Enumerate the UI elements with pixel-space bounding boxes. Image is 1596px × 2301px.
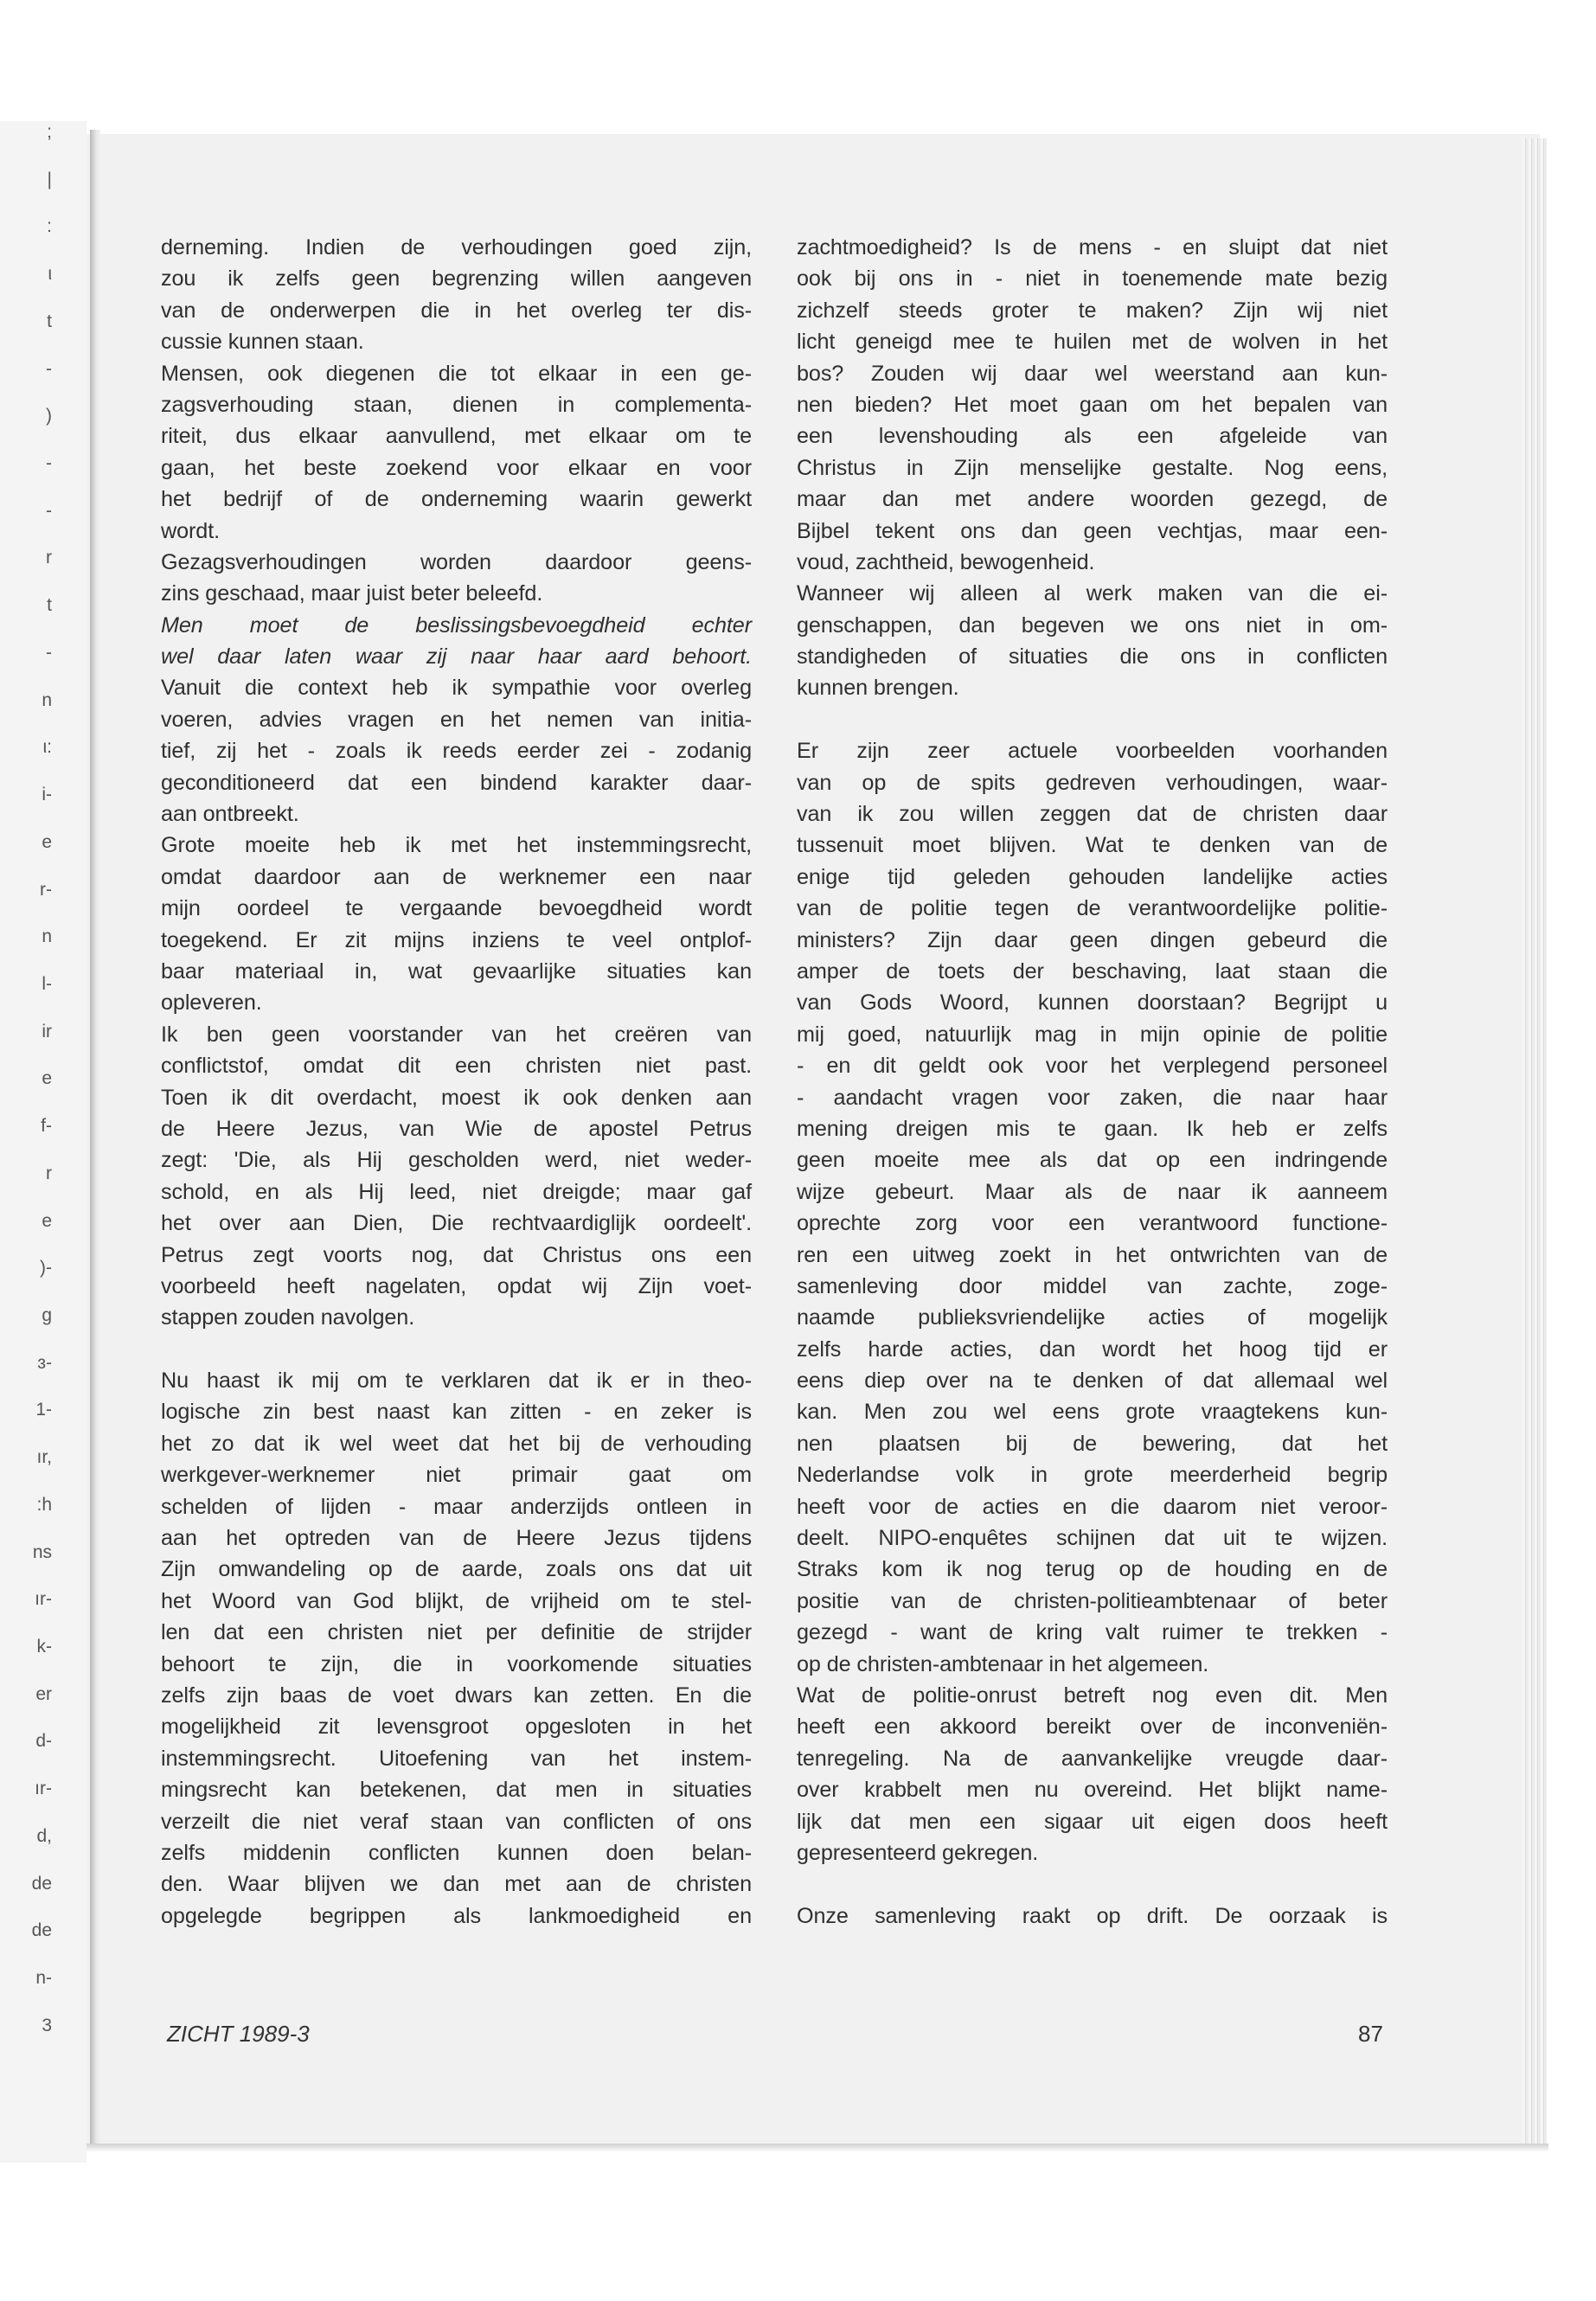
text-line: Petrus zegt voorts nog, dat Christus ons een <box>161 1242 752 1267</box>
text-line: Gezagsverhoudingen worden daardoor geens- <box>161 549 752 574</box>
text-line: deelt. NIPO-enquêtes schijnen dat uit te wijzen. <box>797 1526 1388 1551</box>
text-line: riteit, dus elkaar aanvullend, met elkaar om te <box>161 424 752 449</box>
page-bottom-shadow <box>87 2144 1548 2152</box>
text-line: tief, zij het - zoals ik reeds eerder zei - zodanig <box>161 739 752 764</box>
text-line: gepresenteerd gekregen. <box>797 1840 1039 1865</box>
text-line: Mensen, ook diegenen die tot elkaar in een ge- <box>161 361 752 386</box>
text-line: licht geneigd mee te huilen met de wolven in het <box>797 330 1388 355</box>
text-line: logische zin best naast kan zitten - en zeker is <box>161 1400 752 1425</box>
text-line: positie van de christen-politieambtenaar of beter <box>797 1588 1388 1613</box>
margin-fragment: ɜ- <box>37 1352 52 1373</box>
text-line: een levenshouding als een afgeleide van <box>797 424 1388 449</box>
text-line: mingsrecht kan betekenen, dat men in situaties <box>161 1778 752 1803</box>
text-line: Wat de politie-onrust betreft nog even dit. Men <box>797 1682 1388 1708</box>
margin-fragment: ns <box>32 1541 52 1562</box>
text-line: Onze samenleving raakt op drift. De oorzaak is <box>797 1903 1388 1928</box>
text-line: zichzelf steeds groter te maken? Zijn wij niet <box>797 298 1388 323</box>
text-line: over krabbelt men nu overeind. Het blijkt name- <box>797 1778 1388 1803</box>
text-line: enige tijd geleden gehouden landelijke acties <box>797 864 1388 889</box>
text-line: stappen zouden navolgen. <box>161 1305 415 1330</box>
text-line: zins geschaad, maar juist beter beleefd. <box>161 581 543 606</box>
text-line: Wanneer wij alleen al werk maken van die ei- <box>797 581 1388 606</box>
text-line: nen bieden? Het moet gaan om het bepalen van <box>797 392 1388 417</box>
text-line: Vanuit die context heb ik sympathie voor overleg <box>161 676 752 701</box>
text-line: nen plaatsen bij de bewering, dat het <box>797 1431 1388 1456</box>
paragraph-gap <box>797 704 1388 735</box>
margin-fragment: f- <box>41 1116 52 1137</box>
margin-fragment: ır- <box>35 1779 52 1799</box>
text-line: Straks kom ik nog terug op de houding en de <box>797 1557 1388 1582</box>
text-line: Toen ik dit overdacht, moest ik ook denken aan <box>161 1085 752 1110</box>
margin-fragment: n <box>42 689 52 710</box>
text-line: kunnen brengen. <box>797 676 959 701</box>
text-line: wijze gebeurt. Maar als de naar ik aanneem <box>797 1179 1388 1204</box>
margin-fragment: ι <box>48 264 52 285</box>
page-edge-stack <box>1522 138 1547 2145</box>
margin-fragment: r- <box>40 879 52 900</box>
margin-fragment: | <box>47 169 52 189</box>
margin-fragment: - <box>46 358 52 379</box>
text-line: voeren, advies vragen en het nemen van initia- <box>161 707 752 732</box>
margin-fragment: ) <box>46 406 52 426</box>
journal-footer: ZICHT 1989-3 <box>167 2021 310 2047</box>
text-line: omdat daardoor aan de werknemer een naar <box>161 864 752 889</box>
text-line: len dat een christen niet per definitie de strijder <box>161 1620 752 1645</box>
margin-fragment: i- <box>42 785 52 805</box>
text-line: heeft een akkoord bereikt over de inconveniën- <box>797 1715 1388 1740</box>
text-line: zelfs zijn baas de voet dwars kan zetten. En die <box>161 1682 752 1708</box>
text-line: wordt. <box>161 518 220 543</box>
margin-fragment: g <box>42 1304 52 1325</box>
text-line: Grote moeite heb ik met het instemmingsrecht, <box>161 833 752 858</box>
margin-fragment: 3 <box>42 2015 52 2035</box>
margin-fragment: ; <box>47 122 52 142</box>
text-line: voorbeeld heeft nagelaten, opdat wij Zijn voet- <box>161 1273 752 1298</box>
margin-fragment: t <box>47 595 52 616</box>
text-line: ook bij ons in - niet in toenemende mate bezig <box>797 266 1388 292</box>
text-line: Men moet de beslissingsbevoegdheid echter <box>161 612 752 638</box>
margin-fragment: k- <box>36 1637 52 1657</box>
margin-fragment: ι: <box>42 737 52 758</box>
text-line: het Woord van God blijkt, de vrijheid om te stel- <box>161 1588 752 1613</box>
text-line: Zijn omwandeling op de aarde, zoals ons dat uit <box>161 1557 752 1582</box>
text-line: tussenuit moet blijven. Wat te denken van de <box>797 833 1388 858</box>
margin-fragment: d- <box>35 1731 52 1752</box>
text-line: de Heere Jezus, van Wie de apostel Petrus <box>161 1116 752 1141</box>
text-line: Nederlandse volk in grote meerderheid begrip <box>797 1463 1388 1488</box>
text-line: geen moeite mee als dat op een indringende <box>797 1148 1388 1173</box>
margin-fragment: - <box>46 642 52 663</box>
text-line: bos? Zouden wij daar wel weerstand aan kun- <box>797 361 1388 386</box>
text-line: van ik zou willen zeggen dat de christen daar <box>797 802 1388 827</box>
text-line: eens diep over na te denken of dat allemaal wel <box>797 1368 1388 1394</box>
text-line: amper de toets der beschaving, laat staan die <box>797 958 1388 984</box>
left-text-column <box>161 232 752 1932</box>
margin-fragment: n- <box>35 1968 52 1989</box>
text-line: naamde publieksvriendelijke acties of mogelijk <box>797 1305 1388 1330</box>
text-line: het bedrijf of de onderneming waarin gewerkt <box>161 487 752 512</box>
text-line: Er zijn zeer actuele voorbeelden voorhanden <box>797 739 1388 764</box>
margin-fragment: ır, <box>36 1447 52 1468</box>
text-line: zou ik zelfs geen begrenzing willen aangeven <box>161 266 752 292</box>
margin-fragment: r <box>46 1163 52 1183</box>
text-line: zagsverhouding staan, dienen in complementa- <box>161 392 752 417</box>
text-line: oprechte zorg voor een verantwoord functione- <box>797 1211 1388 1236</box>
text-line: voud, zachtheid, bewogenheid. <box>797 549 1095 574</box>
text-line: baar materiaal in, wat gevaarlijke situaties kan <box>161 958 752 984</box>
text-line: zelfs harde acties, dan wordt het hoog tijd er <box>797 1336 1388 1362</box>
text-line: behoort te zijn, die in voorkomende situaties <box>161 1651 752 1676</box>
margin-fragment: e <box>42 831 52 852</box>
text-line: Nu haast ik mij om te verklaren dat ik er in theo- <box>161 1368 752 1394</box>
text-line: van Gods Woord, kunnen doorstaan? Begrijpt u <box>797 990 1388 1016</box>
margin-fragment: e <box>42 1210 52 1231</box>
text-line: mij goed, natuurlijk mag in mijn opinie de politie <box>797 1022 1388 1047</box>
margin-fragment: 1- <box>35 1400 52 1420</box>
text-line: derneming. Indien de verhoudingen goed zijn, <box>161 235 752 260</box>
margin-fragment: l- <box>42 973 52 994</box>
text-line: cussie kunnen staan. <box>161 330 364 355</box>
text-line: het over aan Dien, Die rechtvaardiglijk oordeelt'. <box>161 1211 752 1236</box>
text-line: aan het optreden van de Heere Jezus tijdens <box>161 1526 752 1551</box>
text-line: tenregeling. Na de aanvankelijke vreugde daar- <box>797 1746 1388 1771</box>
text-line: mijn oordeel te vergaande bevoegdheid wordt <box>161 896 752 921</box>
previous-page-text-fragments <box>0 123 69 2035</box>
text-line: het zo dat ik wel weet dat het bij de verhouding <box>161 1431 752 1456</box>
margin-fragment: :h <box>36 1494 52 1515</box>
text-line: Bijbel tekent ons dan geen vechtjas, maar een- <box>797 518 1388 543</box>
text-line: zelfs middenin conflicten kunnen doen belan- <box>161 1840 752 1865</box>
page-binding <box>90 130 100 2150</box>
text-line: opleveren. <box>161 990 262 1016</box>
margin-fragment: de <box>31 1920 52 1941</box>
text-line: van de onderwerpen die in het overleg ter dis- <box>161 298 752 323</box>
margin-fragment: d, <box>36 1825 52 1846</box>
margin-fragment: )- <box>40 1258 52 1279</box>
margin-fragment: e <box>42 1068 52 1089</box>
text-line: gaan, het beste zoekend voor elkaar en voor <box>161 455 752 480</box>
text-line: gezegd - want de kring valt ruimer te trekken - <box>797 1620 1388 1645</box>
text-line: opgelegde begrippen als lankmoedigheid en <box>161 1903 752 1928</box>
margin-fragment: r <box>46 548 52 568</box>
text-line: toegekend. Er zit mijns inziens te veel ontplof- <box>161 927 752 952</box>
text-line: schelden of lijden - maar anderzijds ontleen in <box>161 1494 752 1519</box>
margin-fragment: n <box>42 926 52 947</box>
text-line: - aandacht vragen voor zaken, die naar haar <box>797 1085 1388 1110</box>
text-line: zachtmoedigheid? Is de mens - en sluipt dat niet <box>797 235 1388 260</box>
margin-fragment: de <box>31 1873 52 1894</box>
text-line: mening dreigen mis te gaan. Ik heb er zelfs <box>797 1116 1388 1141</box>
margin-fragment: : <box>47 216 52 237</box>
text-line: heeft voor de acties en die daarom niet veroor- <box>797 1494 1388 1519</box>
text-line: aan ontbreekt. <box>161 802 299 827</box>
text-line: Christus in Zijn menselijke gestalte. Nog eens, <box>797 455 1388 480</box>
text-line: lijk dat men een sigaar uit eigen doos heeft <box>797 1809 1388 1834</box>
margin-fragment: ir <box>42 1021 52 1042</box>
margin-fragment: t <box>47 311 52 331</box>
text-line: standigheden of situaties die ons in conflicten <box>797 644 1388 670</box>
text-line: kan. Men zou wel eens grote vraagtekens kun- <box>797 1400 1388 1425</box>
text-line: wel daar laten waar zij naar haar aard behoort. <box>161 644 752 670</box>
text-line: werkgever-werknemer niet primair gaat om <box>161 1463 752 1488</box>
text-line: op de christen-ambtenaar in het algemeen. <box>797 1651 1209 1676</box>
text-line: den. Waar blijven we dan met aan de christen <box>161 1872 752 1897</box>
margin-fragment: er <box>35 1683 52 1704</box>
text-line: instemmingsrecht. Uitoefening van het instem- <box>161 1746 752 1771</box>
text-line: - en dit geldt ook voor het verplegend personeel <box>797 1054 1388 1079</box>
text-line: van op de spits gedreven verhoudingen, waar- <box>797 770 1388 795</box>
text-line: genschappen, dan begeven we ons niet in om- <box>797 612 1388 638</box>
page-number: 87 <box>1358 2021 1383 2047</box>
paragraph-gap <box>161 1334 752 1365</box>
margin-fragment: ır- <box>35 1589 52 1610</box>
text-line: conflictstof, omdat dit een christen niet past. <box>161 1054 752 1079</box>
right-text-column <box>797 232 1388 1932</box>
margin-fragment: - <box>46 453 52 474</box>
text-line: schold, en als Hij leed, niet dreigde; maar gaf <box>161 1179 752 1204</box>
text-line: geconditioneerd dat een bindend karakter daar- <box>161 770 752 795</box>
text-line: ministers? Zijn daar geen dingen gebeurd die <box>797 927 1388 952</box>
margin-fragment: - <box>46 500 52 521</box>
text-line: zegt: 'Die, als Hij gescholden werd, niet weder- <box>161 1148 752 1173</box>
text-line: samenleving door middel van zachte, zoge- <box>797 1273 1388 1298</box>
text-line: ren een uitweg zoekt in het ontwrichten van de <box>797 1242 1388 1267</box>
text-line: Ik ben geen voorstander van het creëren van <box>161 1022 752 1047</box>
paragraph-gap <box>797 1868 1388 1900</box>
text-line: maar dan met andere woorden gezegd, de <box>797 487 1388 512</box>
text-line: van de politie tegen de verantwoordelijke politie- <box>797 896 1388 921</box>
text-line: verzeilt die niet veraf staan van conflicten of ons <box>161 1809 752 1834</box>
text-line: mogelijkheid zit levensgroot opgesloten in het <box>161 1715 752 1740</box>
